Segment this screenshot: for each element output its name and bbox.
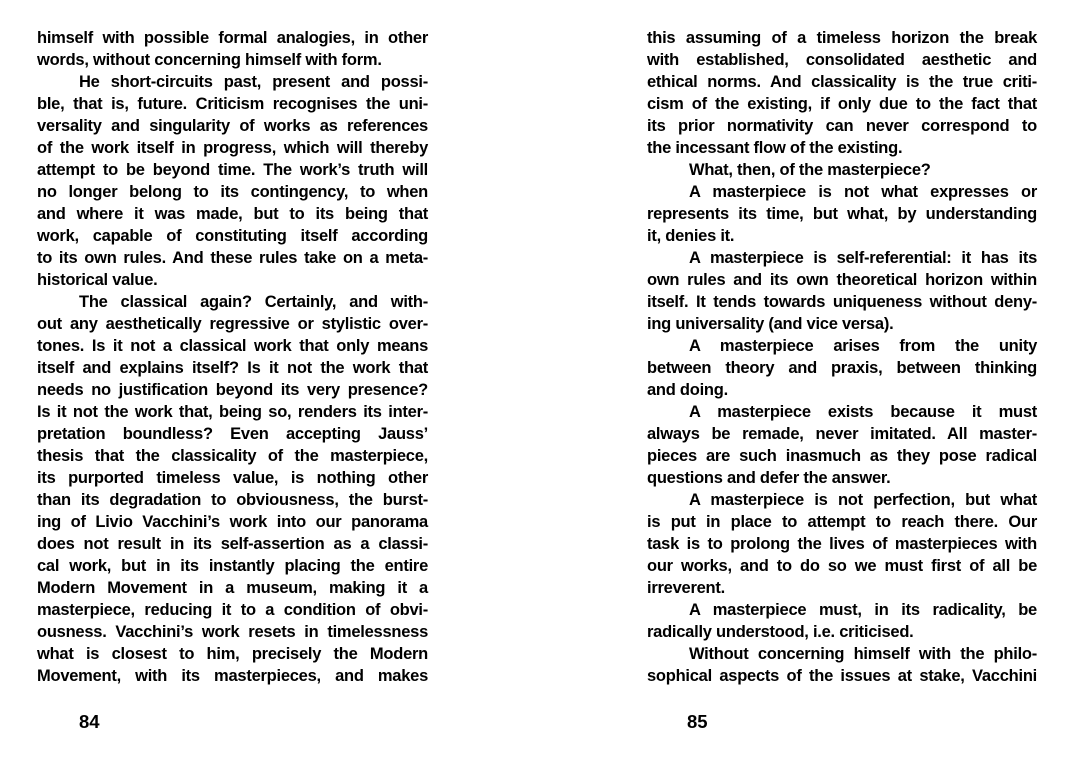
text-line: the incessant flow of the existing.	[647, 139, 903, 157]
text-line: task is to prolong the lives of masterpieces with	[647, 535, 1037, 553]
text-line: ousness. Vacchini’s work resets in timelessness	[37, 623, 428, 641]
text-line: does not result in its self-assertion as a classi-	[37, 535, 428, 553]
text-line: The classical again? Certainly, and with-	[79, 293, 428, 311]
text-line: ble, that is, future. Criticism recognises the uni-	[37, 95, 428, 113]
text-line: Without concerning himself with the philo-	[689, 645, 1037, 663]
text-line: A masterpiece exists because it must	[689, 403, 1037, 421]
page-right	[537, 0, 1075, 768]
page-left	[0, 0, 537, 768]
text-line: own rules and its own theoretical horizon within	[647, 271, 1037, 289]
text-line: What, then, of the masterpiece?	[689, 161, 931, 179]
text-line: and where it was made, but to its being that	[37, 205, 428, 223]
text-line: itself and explains itself? Is it not the work that	[37, 359, 428, 377]
text-line: than its degradation to obviousness, the burst-	[37, 491, 428, 509]
text-line: out any aesthetically regressive or stylistic over-	[37, 315, 428, 333]
text-line: Is it not the work that, being so, renders its inter-	[37, 403, 428, 421]
text-line: its purported timeless value, is nothing other	[37, 469, 428, 487]
text-line: to its own rules. And these rules take on a meta-	[37, 249, 428, 267]
text-line: between theory and praxis, between thinking	[647, 359, 1037, 377]
text-line: tones. Is it not a classical work that only means	[37, 337, 428, 355]
text-line: it, denies it.	[647, 227, 735, 245]
text-line: itself. It tends towards uniqueness without deny-	[647, 293, 1037, 311]
text-line: himself with possible formal analogies, in other	[37, 29, 428, 47]
page-left-number: 84	[79, 711, 100, 732]
text-line: ing of Livio Vacchini’s work into our panorama	[37, 513, 428, 531]
text-line: thesis that the classicality of the masterpiece,	[37, 447, 428, 465]
page-right-number: 85	[687, 711, 708, 732]
text-line: masterpiece, reducing it to a condition of obvi-	[37, 601, 428, 619]
page-right-text-column	[647, 27, 1037, 687]
text-line: ethical norms. And classicality is the true criti-	[647, 73, 1037, 91]
text-line: Movement, with its masterpieces, and makes	[37, 667, 428, 685]
text-line: cal work, but in its instantly placing the entire	[37, 557, 428, 575]
text-line: no longer belong to its contingency, to when	[37, 183, 428, 201]
text-line: A masterpiece is not what expresses or	[689, 183, 1037, 201]
text-line: and doing.	[647, 381, 728, 399]
text-line: this assuming of a timeless horizon the break	[647, 29, 1037, 47]
text-line: A masterpiece is not perfection, but what	[689, 491, 1037, 509]
text-line: pieces are such inasmuch as they pose radical	[647, 447, 1037, 465]
text-line: is put in place to attempt to reach there. Our	[647, 513, 1037, 531]
text-line: irreverent.	[647, 579, 725, 597]
text-line: A masterpiece must, in its radicality, be	[689, 601, 1037, 619]
text-line: questions and defer the answer.	[647, 469, 891, 487]
text-line: sophical aspects of the issues at stake, Vacchini	[647, 667, 1037, 685]
text-line: our works, and to do so we must first of all be	[647, 557, 1037, 575]
text-line: represents its time, but what, by understanding	[647, 205, 1037, 223]
text-line: needs no justification beyond its very presence?	[37, 381, 428, 399]
text-line: He short-circuits past, present and possi-	[79, 73, 428, 91]
text-line: attempt to be beyond time. The work’s truth will	[37, 161, 428, 179]
text-line: always be remade, never imitated. All master-	[647, 425, 1037, 443]
text-line: with established, consolidated aesthetic and	[647, 51, 1037, 69]
text-line: A masterpiece is self-referential: it has its	[689, 249, 1037, 267]
text-line: versality and singularity of works as references	[37, 117, 428, 135]
text-line: pretation boundless? Even accepting Jauss’	[37, 425, 428, 443]
text-line: of the work itself in progress, which will thereby	[37, 139, 428, 157]
text-line: historical value.	[37, 271, 158, 289]
text-line: its prior normativity can never correspond to	[647, 117, 1037, 135]
page-left-text-column	[37, 27, 428, 687]
text-line: what is closest to him, precisely the Modern	[37, 645, 428, 663]
text-line: radically understood, i.e. criticised.	[647, 623, 914, 641]
text-line: cism of the existing, if only due to the fact that	[647, 95, 1037, 113]
text-line: Modern Movement in a museum, making it a	[37, 579, 428, 597]
text-line: ing universality (and vice versa).	[647, 315, 894, 333]
text-line: work, capable of constituting itself according	[37, 227, 428, 245]
text-line: A masterpiece arises from the unity	[689, 337, 1037, 355]
text-line: words, without concerning himself with form.	[37, 51, 382, 69]
